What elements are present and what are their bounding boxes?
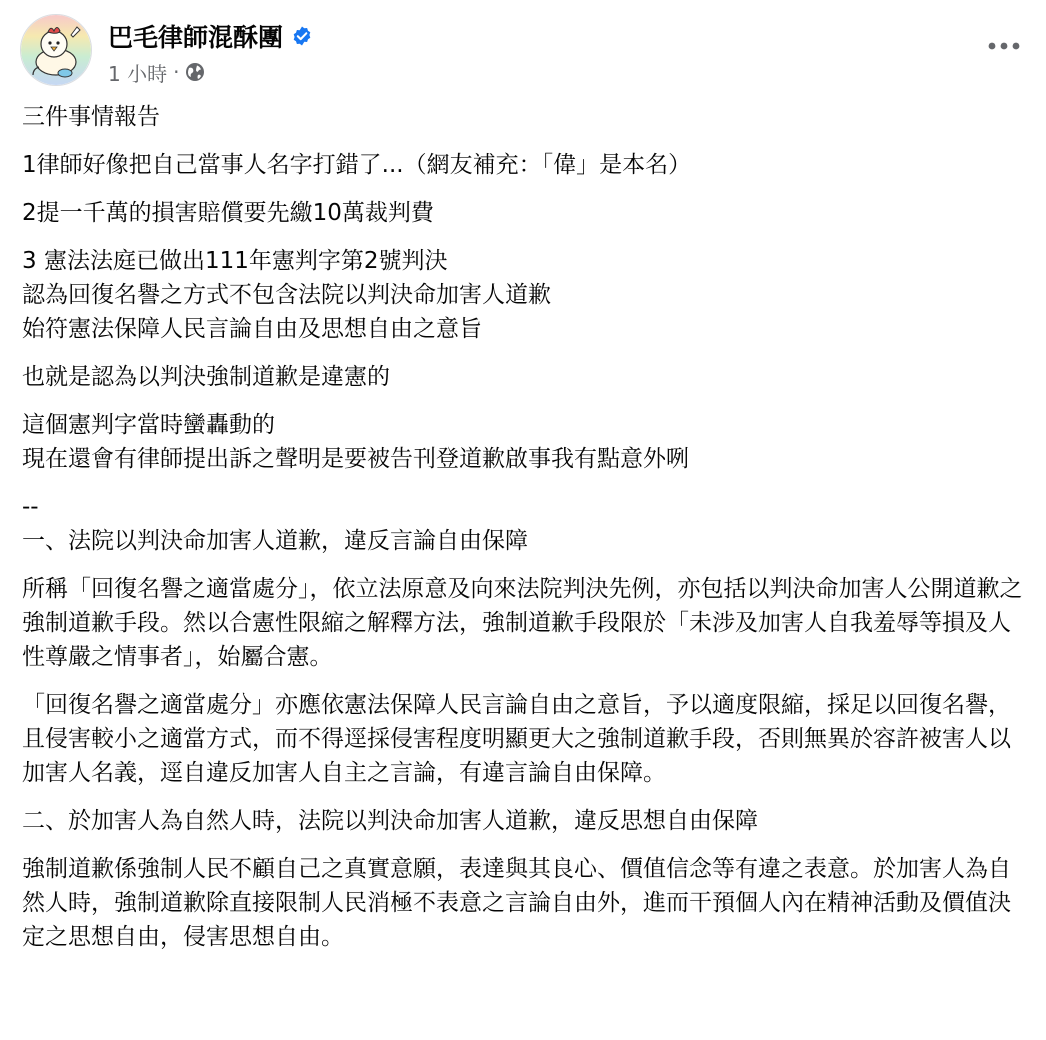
cartoon-chicken-avatar-icon (21, 15, 91, 85)
post-timestamp[interactable]: 1 小時 (108, 61, 168, 86)
globe-icon[interactable] (185, 62, 205, 82)
more-options-icon (988, 42, 1020, 50)
post-paragraph: 3 憲法法庭已做出111年憲判字第2號判決 認為回復名譽之方式不包含法院以判決命加害人道歉 始符憲法保障人民言論自由及思想自由之意旨 (22, 248, 551, 342)
post-paragraph: 2提一千萬的損害賠償要先繳10萬裁判費 (22, 200, 434, 226)
post-paragraph: -- 一、法院以判決命加害人道歉，違反言論自由保障 (22, 494, 528, 554)
page-name-row (108, 18, 313, 54)
page-avatar[interactable] (20, 14, 92, 86)
page-name[interactable]: 巴毛律師混酥團 (108, 23, 284, 52)
more-options-button[interactable] (982, 28, 1026, 64)
post-paragraph: 這個憲判字當時蠻轟動的 現在還會有律師提出訴之聲明是要被告刊登道歉啟事我有點意外咧 (22, 412, 689, 472)
post-paragraph: 二、於加害人為自然人時，法院以判決命加害人道歉，違反思想自由保障 (22, 808, 758, 834)
post-paragraph: 三件事情報告 (22, 104, 160, 130)
post-paragraph: 1律師好像把自己當事人名字打錯了...（網友補充：「偉」是本名） (22, 152, 692, 178)
post-paragraph: 也就是認為以判決強制道歉是違憲的 (22, 364, 390, 390)
post-header (20, 14, 1026, 90)
post-meta (108, 58, 205, 86)
verified-badge-icon (291, 25, 313, 47)
post-body (22, 100, 1026, 968)
meta-separator: · (173, 60, 180, 84)
post-paragraph: 「回復名譽之適當處分」亦應依憲法保障人民言論自由之意旨，予以適度限縮，採足以回復名譽，且侵害較小之適當方式，而不得逕採侵害程度明顯更大之強制道歉手段，否則無異於容許被害人以加害人名義，逕自違反加害人自主之言論，有違言論自由保障。 (22, 692, 1011, 786)
post-paragraph: 所稱「回復名譽之適當處分」，依立法原意及向來法院判決先例，亦包括以判決命加害人公開道歉之強制道歉手段。然以合憲性限縮之解釋方法，強制道歉手段限於「未涉及加害人自我羞辱等損及人性尊嚴之情事者」，始屬合憲。 (22, 576, 1023, 670)
post-paragraph: 強制道歉係強制人民不顧自己之真實意願，表達與其良心、價值信念等有違之表意。於加害人為自然人時，強制道歉除直接限制人民消極不表意之言論自由外，進而干預個人內在精神活動及價值決定之思想自由，侵害思想自由。 (22, 856, 1011, 950)
